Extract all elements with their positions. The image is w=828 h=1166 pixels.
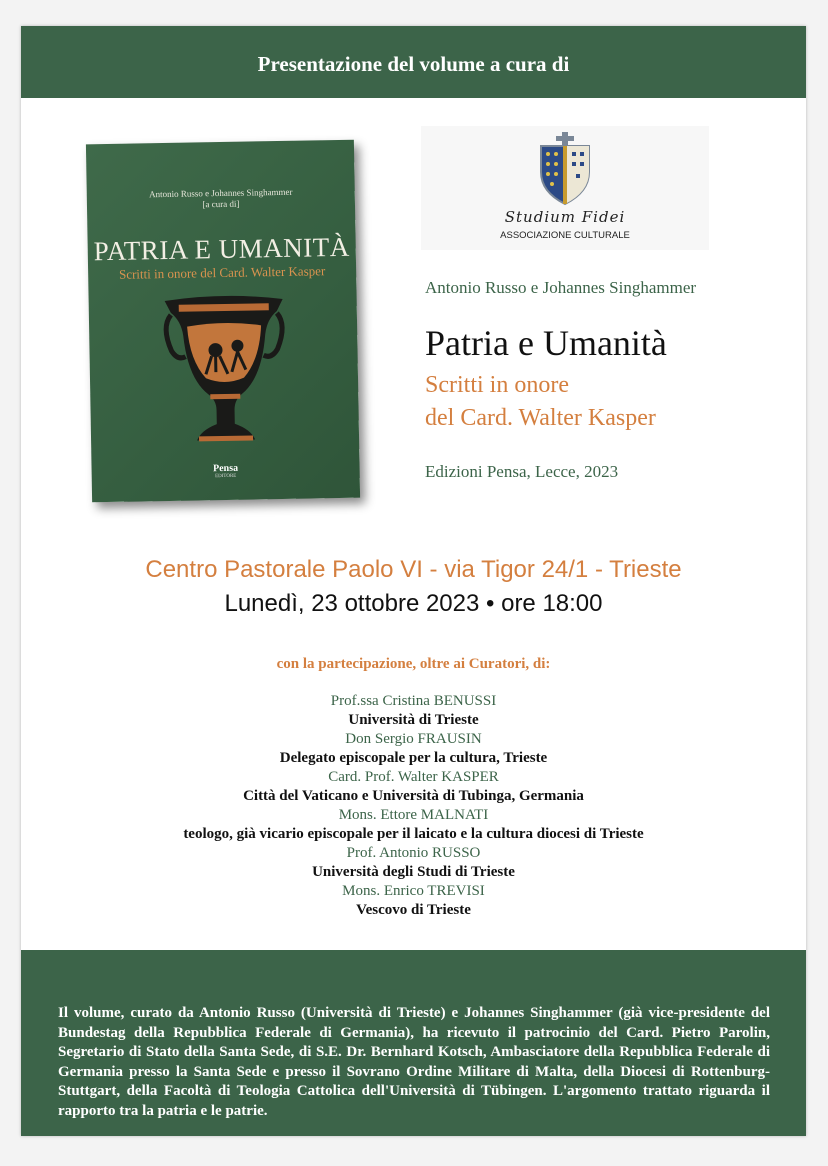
logo-name: Studium Fidei	[504, 208, 626, 226]
header-title: Presentazione del volume a cura di	[257, 52, 570, 76]
speaker-role: Vescovo di Trieste	[356, 902, 471, 918]
speaker-role: Città del Vaticano e Università di Tubinga, Germania	[243, 788, 584, 804]
book-subtitle-line2: del Card. Walter Kasper	[425, 405, 656, 431]
book-cover-title: PATRIA E UMANITÀ	[93, 231, 351, 267]
footer-text: Il volume, curato da Antonio Russo (Università di Trieste) e Johannes Singhammer (già vice-presidente del Bundestag della Repubblica Federale di Germania), ha ricevuto il patrocinio del Card. Pietro Parolin, Segretario di Stato della Santa Sede, di S.E. Dr. Bernhard Kotsch, Ambasciatore della Repubblica Federale di Germania presso la Santa Sede e presso il Sovrano Ordine Militare di Malta, della Diocesi di Rottenburg- Stuttgart, della Facoltà di Teologia Cattolica dell'Università di Tübingen. L'argomento trattato riguarda il rapporto tra la patria e le patrie.	[58, 1005, 770, 1119]
logo-tagline: ASSOCIAZIONE CULTURALE	[500, 230, 630, 241]
speaker-name: Mons. Ettore MALNATI	[338, 807, 489, 823]
speaker-role: Università degli Studi di Trieste	[312, 864, 515, 880]
list-item	[21, 844, 806, 882]
speaker-name: Prof.ssa Cristina BENUSSI	[330, 693, 497, 709]
speaker-role: Università di Trieste	[348, 712, 479, 728]
participants-intro: con la partecipazione, oltre ai Curatori, di:	[276, 656, 551, 672]
book-subtitle-line1: Scritti in onore	[425, 372, 569, 398]
participants-list	[21, 692, 806, 920]
shield-cross-icon	[538, 132, 592, 206]
studium-fidei-logo	[421, 126, 709, 250]
speaker-name: Prof. Antonio RUSSO	[346, 845, 481, 861]
speaker-role: teologo, già vicario episcopale per il laicato e la cultura diocesi di Trieste	[183, 826, 644, 842]
list-item	[21, 692, 806, 730]
header-banner	[21, 26, 806, 98]
event-datetime: Lunedì, 23 ottobre 2023 • ore 18:00	[224, 590, 603, 617]
event-venue: Centro Pastorale Paolo VI - via Tigor 24/1 - Trieste	[145, 556, 682, 583]
speaker-name: Don Sergio FRAUSIN	[345, 731, 482, 747]
list-item	[21, 882, 806, 920]
flyer-page	[21, 26, 806, 1136]
speaker-name: Mons. Enrico TREVISI	[342, 883, 485, 899]
book-cover-publisher: Pensa EDITORE	[212, 462, 239, 480]
speaker-name: Card. Prof. Walter KASPER	[328, 769, 499, 785]
speaker-role: Delegato episcopale per la cultura, Trieste	[279, 750, 548, 766]
list-item	[21, 768, 806, 806]
book-title: Patria e Umanità	[425, 323, 667, 363]
list-item	[21, 806, 806, 844]
book-publisher: Edizioni Pensa, Lecce, 2023	[425, 462, 619, 481]
greek-vase-icon	[156, 289, 293, 459]
book-cover-authors: Antonio Russo e Johannes Singhammer [a cura di]	[148, 186, 293, 210]
list-item	[21, 730, 806, 768]
footer-banner	[21, 950, 806, 1136]
book-authors: Antonio Russo e Johannes Singhammer	[425, 278, 697, 297]
book-cover-image	[86, 140, 360, 503]
book-cover-subtitle: Scritti in onore del Card. Walter Kasper	[118, 263, 326, 282]
